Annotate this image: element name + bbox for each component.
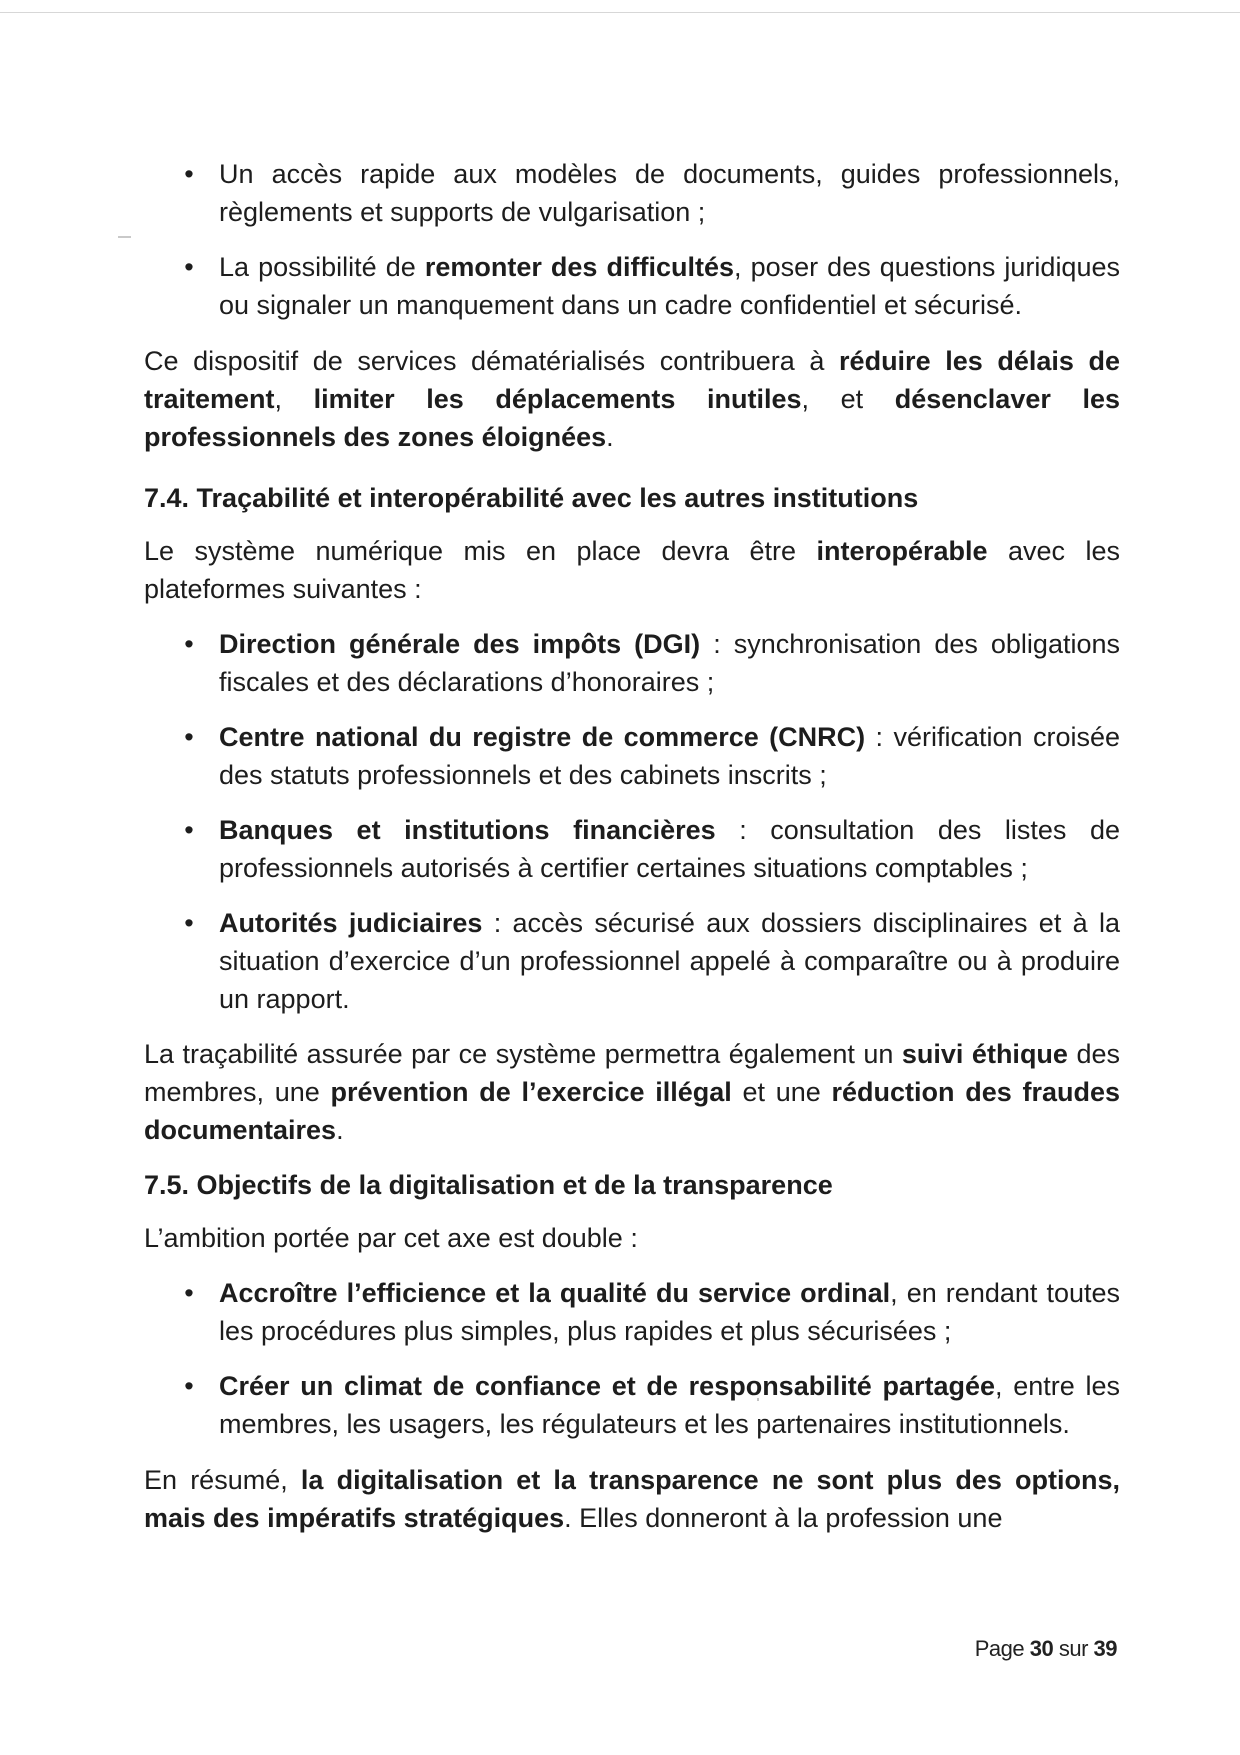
- list-item-bold: Autorités judiciaires: [219, 908, 483, 938]
- paragraph-bold: suivi éthique: [901, 1039, 1068, 1069]
- total-pages: 39: [1093, 1636, 1117, 1661]
- paragraph-dispositif: [144, 342, 1120, 456]
- bullet-icon: •: [184, 252, 194, 282]
- list-item: [144, 1274, 1120, 1350]
- list-item-text: : consultation des listes de professionnels autorisés à certifier certaines situations comptables ;: [219, 815, 1120, 883]
- section-heading-7-4: 7.4. Traçabilité et interopérabilité avec les autres institutions: [144, 483, 919, 513]
- paragraph-bold: réduction des fraudes documentaires: [144, 1077, 1120, 1145]
- paragraph-text: Ce dispositif de services dématérialisés contribuera à: [144, 346, 840, 376]
- list-item-text: : synchronisation des obligations fiscales et des déclarations d’honoraires ;: [219, 629, 1120, 697]
- paragraph-bold: prévention de l’exercice illégal: [330, 1077, 732, 1107]
- page-number: [975, 1636, 1117, 1662]
- platform-list: [144, 625, 1120, 1018]
- paragraph-text: ,: [274, 384, 314, 414]
- paragraph-text: . Elles donneront à la profession une: [564, 1503, 1003, 1533]
- current-page: 30: [1029, 1636, 1054, 1661]
- list-item-text: , entre les membres, les usagers, les régulateurs et les partenaires institutionnels.: [219, 1371, 1120, 1439]
- paragraph-bold: la digitalisation et la transparence ne sont plus des options, mais des impératifs stratégiques: [144, 1465, 1121, 1533]
- paragraph-summary: [144, 1461, 1120, 1537]
- list-item: [144, 811, 1120, 887]
- paragraph-text: La traçabilité assurée par ce système permettra également un: [144, 1039, 902, 1069]
- document-body: [144, 155, 1120, 1537]
- page-of-label: sur: [1053, 1636, 1094, 1661]
- list-item-bold: Banques et institutions financières: [219, 815, 716, 845]
- scan-speck: [118, 236, 131, 238]
- list-item-text: Un accès rapide aux modèles de documents, guides professionnels, règlements et supports de vulgarisation ;: [219, 159, 1120, 227]
- objective-list: [144, 1274, 1120, 1443]
- paragraph-text: .: [606, 422, 614, 452]
- paragraph-tracabilite: [144, 1035, 1120, 1149]
- list-item-text: : vérification croisée des statuts professionnels et des cabinets inscrits ;: [219, 722, 1120, 790]
- list-item: [144, 248, 1120, 324]
- list-item: [144, 155, 1120, 231]
- bullet-icon: •: [184, 159, 194, 189]
- bullet-icon: •: [184, 629, 194, 659]
- list-item-bold: Créer un climat de confiance et de responsabilité partagée: [219, 1371, 995, 1401]
- bullet-icon: •: [184, 1371, 194, 1401]
- paragraph-text: .: [336, 1115, 344, 1145]
- paragraph-text: En résumé,: [144, 1465, 301, 1495]
- top-rule: [0, 12, 1240, 13]
- paragraph-text: et une: [731, 1077, 832, 1107]
- list-item-bold: Centre national du registre de commerce (CNRC): [219, 722, 866, 752]
- list-item-bold: remonter des difficultés: [424, 252, 735, 282]
- service-list: [144, 155, 1120, 324]
- list-item: [144, 1367, 1120, 1443]
- list-item: [144, 625, 1120, 701]
- section-heading-7-5: 7.5. Objectifs de la digitalisation et de la transparence: [144, 1170, 833, 1200]
- list-item-text: , poser des questions juridiques ou signaler un manquement dans un cadre confidentiel et sécurisé.: [219, 252, 1120, 320]
- paragraph-bold: limiter les déplacements inutiles: [313, 384, 802, 414]
- list-item-text: : accès sécurisé aux dossiers disciplinaires et à la situation d’exercice d’un professionnel appelé à comparaître ou à produire un rapport.: [219, 908, 1120, 1014]
- list-item-text: La possibilité de: [219, 252, 425, 282]
- paragraph-bold: désenclaver les professionnels des zones éloignées: [144, 384, 1120, 452]
- paragraph-interop-intro: [144, 532, 1120, 608]
- paragraph-text: , et: [801, 384, 895, 414]
- bullet-icon: •: [184, 1278, 194, 1308]
- list-item: [144, 904, 1120, 1018]
- paragraph-bold: interopérable: [816, 536, 988, 566]
- list-item-text: , en rendant toutes les procédures plus simples, plus rapides et plus sécurisées ;: [219, 1278, 1120, 1346]
- bullet-icon: •: [184, 908, 194, 938]
- paragraph-text: des membres, une: [144, 1039, 1120, 1107]
- bullet-icon: •: [184, 815, 194, 845]
- list-item: [144, 718, 1120, 794]
- list-item-bold: Accroître l’efficience et la qualité du service ordinal: [219, 1278, 891, 1308]
- paragraph-bold: réduire les délais de traitement: [144, 346, 1120, 414]
- paragraph-text: Le système numérique mis en place devra être: [144, 536, 817, 566]
- page-label: Page: [974, 1636, 1030, 1661]
- list-item-bold: Direction générale des impôts (DGI): [219, 629, 701, 659]
- paragraph-ambition: L’ambition portée par cet axe est double :: [144, 1223, 638, 1253]
- bullet-icon: •: [184, 722, 194, 752]
- paragraph-text: avec les plateformes suivantes :: [144, 536, 1120, 604]
